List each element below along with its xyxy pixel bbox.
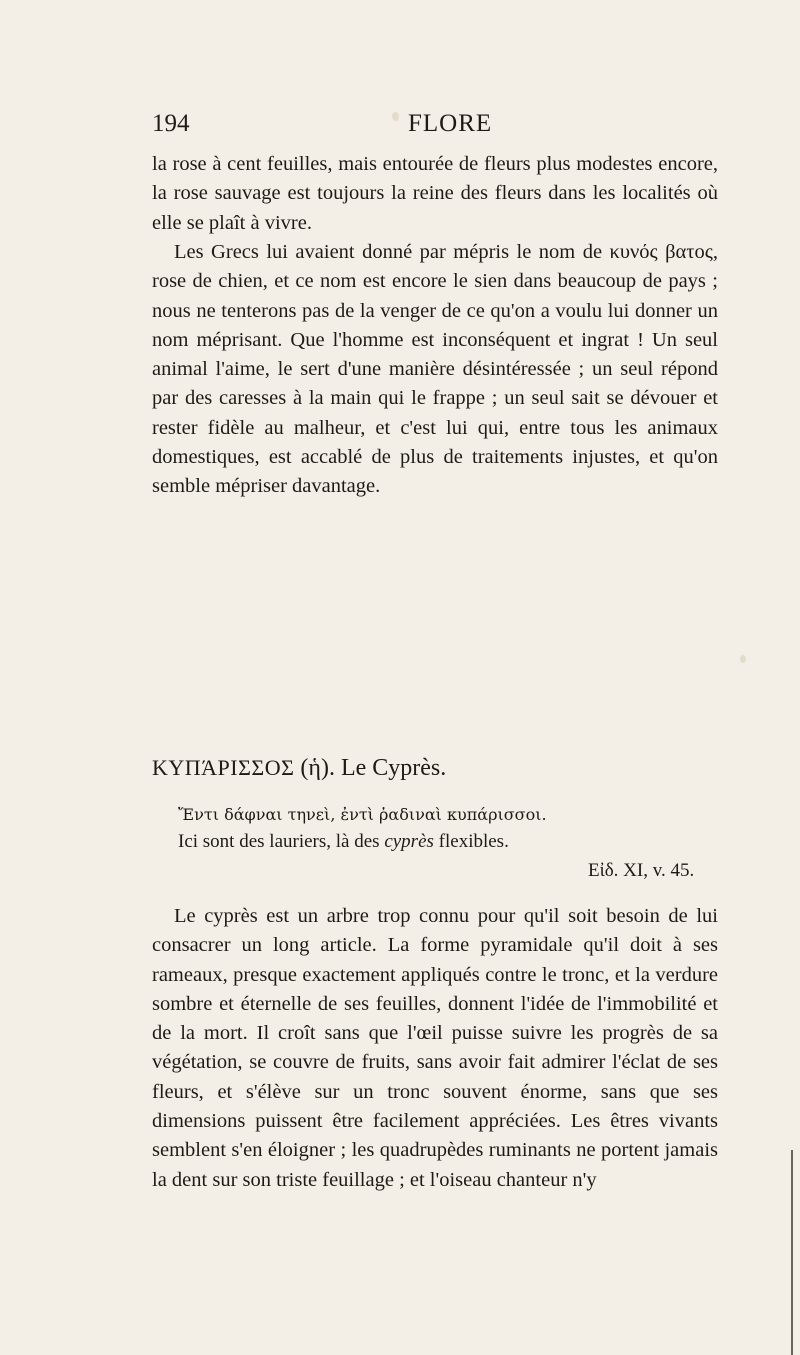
page-header bbox=[152, 104, 712, 144]
paragraph-greek-name bbox=[152, 238, 718, 502]
quote-french-end: flexibles. bbox=[433, 831, 509, 852]
quote-french-start: Ici sont des lauriers, là des bbox=[178, 831, 385, 852]
section-article: (ἡ). bbox=[300, 755, 335, 781]
paragraph-text: Le cyprès est un arbre trop connu pour qu'il soit besoin de lui consacrer un long article. La forme pyramidale qu'il doit à ses rameaux, presque exactement appliqués contre le tronc, et la verdure sombre et éternelle de ses feuilles, donnent l'idée de l'immobilité et de la mort. Il croît sans que l'œil puisse suivre les progrès de sa végétation, se couvre de fruits, sans avoir fait admirer l'éclat de ses fleurs, et s'élève sur un tronc souvent énorme, sans que ses dimensions puissent être facilement appréciées. Les êtres vivants semblent s'en éloigner ; les quadrupèdes ruminants ne portent jamais la dent sur son triste feuillage ; et l'oiseau chanteur n'y bbox=[152, 905, 718, 1191]
quote-greek-verse: Ἔντι δάφναι τηνεὶ, ἐντὶ ῥαδιναὶ κυπάρισσοι. bbox=[178, 805, 547, 824]
section-heading bbox=[152, 753, 446, 783]
page-edge-line bbox=[791, 1150, 793, 1355]
running-title: FLORE bbox=[408, 110, 493, 137]
paragraph-cypress bbox=[152, 902, 718, 1195]
paragraph-text: Les Grecs lui avaient donné par mépris le nom de κυνός βατος, rose de chien, et ce nom est encore le sien dans beaucoup de pays ; nous ne tenterons pas de la venger de ce qu'on a voulu lui donner un nom méprisant. Que l'homme est inconséquent et ingrat ! Un seul animal l'aime, le sert d'une manière désintéressée ; un seul répond par des caresses à la main qui le frappe ; un seul sait se dévouer et rester fidèle au malheur, et c'est lui qui, entre tous les animaux domestiques, est accablé de plus de traitements injustes, et qu'on semble mépriser davantage. bbox=[152, 241, 718, 498]
page-number: 194 bbox=[152, 110, 190, 137]
paragraph-text: la rose à cent feuilles, mais entourée de fleurs plus modestes encore, la rose sauvage est toujours la reine des fleurs dans les localités où elle se plaît à vivre. bbox=[152, 153, 718, 234]
quote-citation: Εἰδ. XI, v. 45. bbox=[588, 860, 695, 881]
quote-french-translation bbox=[178, 830, 509, 854]
quote-french-italic: cyprès bbox=[384, 831, 434, 852]
section-greek-name: ΚΥΠΆΡΙΣΣΟΣ bbox=[152, 755, 295, 780]
paper-spot bbox=[740, 655, 746, 663]
paragraph-rose-end bbox=[152, 150, 718, 238]
section-french-name: Le Cyprès. bbox=[340, 755, 447, 781]
